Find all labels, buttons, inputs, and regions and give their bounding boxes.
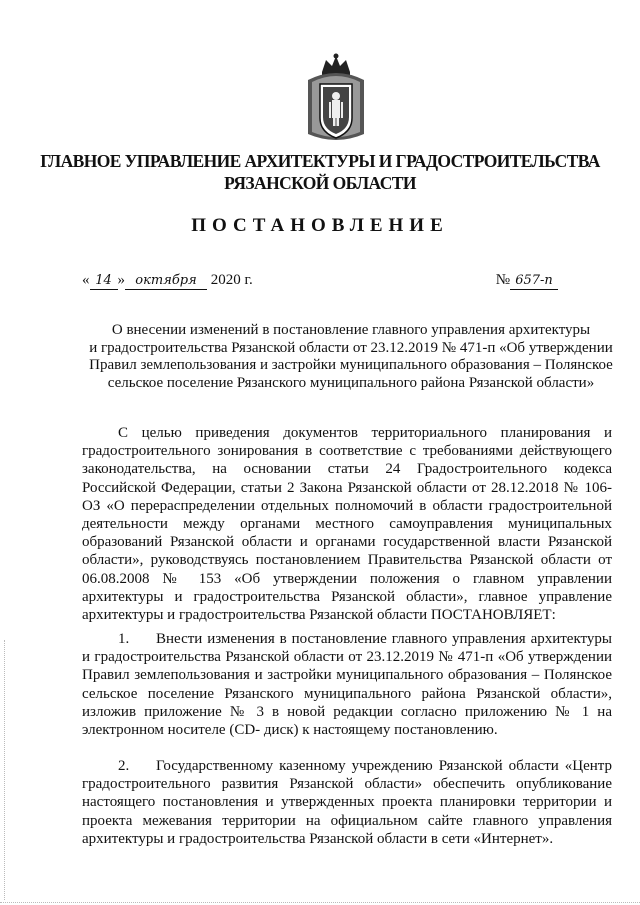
clause-2 [82,757,612,848]
clause-text: Государственному казенному учреждению Рязанской области «Центр градостроительного развития Рязанской области» обеспечить опубликование настоящего постановления и утвержденных проекта планировки территории и проекта межевания территории на официальном сайте главного управления архитектуры и градостроительства Рязанской области в сети «Интернет». [82,758,612,847]
title-line: сельское поселение Рязанского муниципального района Рязанской области» [107,374,595,391]
date-open-quote: « [82,272,90,288]
scan-edge-artifact [4,640,7,900]
number-prefix: № [495,272,510,288]
title-line: Правил землепользования и застройки муниципального образования – Полянское [89,357,613,373]
clause-number: 2. [118,758,130,774]
organization-name-line1: ГЛАВНОЕ УПРАВЛЕНИЕ АРХИТЕКТУРЫ И ГРАДОСТРОИТЕЛЬСТВА [40,151,600,171]
document-number [496,272,558,290]
document-type-heading: ПОСТАНОВЛЕНИЕ [191,215,449,236]
date-day: 14 [90,273,118,290]
coat-of-arms-emblem [302,52,370,148]
title-line: и градостроительства Рязанской области от 23.12.2019 № 471-п «Об утверждении [89,339,613,356]
preamble-paragraph: С целью приведения документов территориального планирования и градостроительного зонирования в соответствие с требованиями действующего законодательства, на основании статьи 24 Градостроительного кодекса Российской Федерации, статьи 2 Закона Рязанской области от 28.12.2018 № 106-ОЗ «О перераспределении отдельных полномочий в области градостроительной деятельности между органами местного самоуправления муниципальных образований Рязанской области и органами государственной власти Рязанской области», руководствуясь постановлением Правительства Рязанской области от 06.08.2008 № 153 «Об утверждении положения о главном управлении архитектуры и градостроительства Рязанской области», главное управление архитектуры и градостроительства Рязанской области ПОСТАНОВЛЯЕТ: [82,425,612,624]
date-month: октября [125,273,207,290]
title-line: О внесении изменений в постановление главного управления архитектуры [111,322,591,338]
clause-number: 1. [118,631,130,647]
document-title [86,322,616,392]
date-close-quote: » [117,272,125,288]
number-value: 657-п [510,273,558,290]
clause-text: Внести изменения в постановление главного управления архитектуры и градостроительства Рязанской области от 23.12.2019 № 471-п «Об утверждении Правил землепользования и застройки муниципального образования – Полянское сельское поселение Рязанского муниципального района Рязанской области», изложив приложение № 3 в новой редакции согласно приложению № 1 на электронном носителе (CD- диск) к настоящему постановлению. [82,631,612,739]
document-date [82,272,253,290]
organization-name-line2: РЯЗАНСКОЙ ОБЛАСТИ [224,173,416,193]
clause-1 [82,630,612,739]
date-year: 2020 г. [207,272,253,288]
